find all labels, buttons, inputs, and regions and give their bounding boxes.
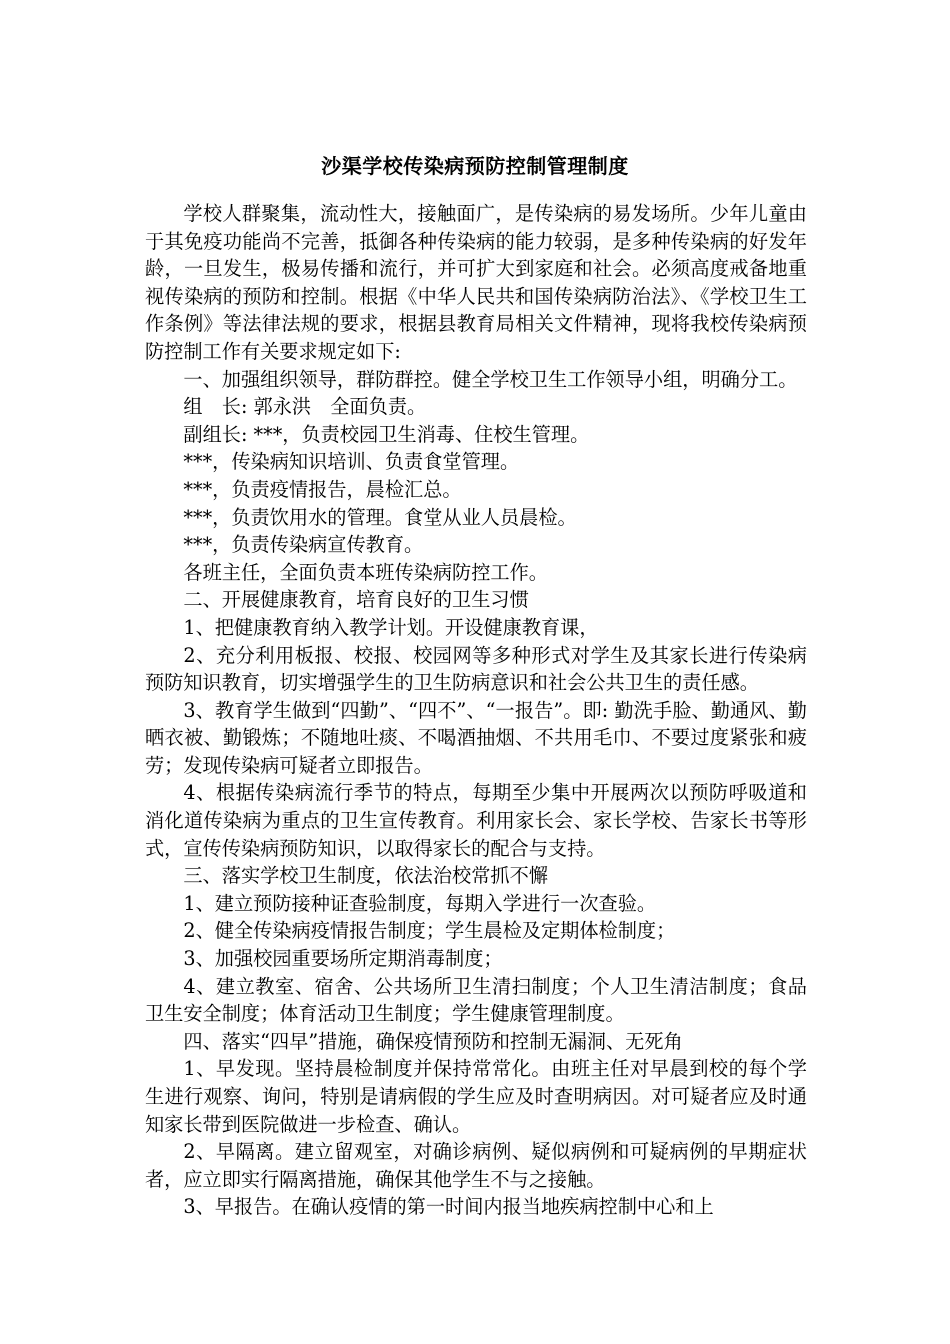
document-title: 沙渠学校传染病预防控制管理制度 (321, 154, 629, 178)
paragraph-member-report: ***，负责疫情报告，晨检汇总。 (183, 477, 462, 501)
paragraph-item-3-4: 4、建立教室、宿舍、公共场所卫生清扫制度；个人卫生清洁制度；食品卫生安全制度；体育活动卫生制度；学生健康管理制度。 (145, 974, 807, 1026)
paragraph-item-4-2: 2、早隔离。建立留观室，对确诊病例、疑似病例和可疑病例的早期症状者，应立即实行隔离措施，确保其他学生不与之接触。 (145, 1140, 807, 1191)
paragraph-item-3-2: 2、健全传染病疫情报告制度；学生晨检及定期体检制度； (183, 919, 676, 943)
paragraph-item-2-1: 1、把健康教育纳入教学计划。开设健康教育课， (183, 615, 599, 639)
paragraph-deputy-leader: 副组长: ***，负责校园卫生消毒、住校生管理。 (183, 422, 590, 446)
paragraph-leader: 组 长: 郭永洪 全面负责。 (183, 395, 427, 419)
paragraph-member-water: ***，负责饮用水的管理。食堂从业人员晨检。 (183, 505, 577, 529)
paragraph-member-publicity: ***，负责传染病宣传教育。 (183, 533, 424, 557)
paragraph-item-3-1: 1、建立预防接种证查验制度，每期入学进行一次查验。 (183, 891, 657, 915)
paragraph-item-2-2: 2、充分利用板报、校报、校园网等多种形式对学生及其家长进行传染病预防知识教育，切实增强学生的卫生防病意识和社会公共卫生的责任感。 (145, 643, 807, 695)
document-body (145, 200, 807, 1221)
paragraph-intro: 学校人群聚集，流动性大，接触面广，是传染病的易发场所。少年儿童由于其免疫功能尚不完善，抵御各种传染病的能力较弱，是多种传染病的好发年龄，一旦发生，极易传播和流行，并可扩大到家庭和社会。必须高度戒备地重视传染病的预防和控制。根据《中华人民共和国传染病防治法》、《学校卫生工作条例》等法律法规的要求，根据县教育局相关文件精神，现将我校传染病预防控制工作有关要求规定如下: (145, 202, 807, 363)
paragraph-section-2: 二、开展健康教育，培育良好的卫生习惯 (183, 588, 529, 612)
paragraph-item-3-3: 3、加强校园重要场所定期消毒制度； (183, 947, 503, 971)
paragraph-member-training: ***，传染病知识培训、负责食堂管理。 (183, 450, 520, 474)
paragraph-section-4: 四、落实“四早”措施，确保疫情预防和控制无漏洞、无死角 (183, 1029, 683, 1053)
paragraph-section-1: 一、加强组织领导，群防群控。健全学校卫生工作领导小组，明确分工。 (183, 367, 798, 391)
paragraph-section-3: 三、落实学校卫生制度，依法治校常抓不懈 (183, 864, 548, 888)
paragraph-item-4-1: 1、早发现。坚持晨检制度并保持常常化。由班主任对早晨到校的每个学生进行观察、询问，特别是请病假的学生应及时查明病因。对可疑者应及时通知家长带到医院做进一步检查、确认。 (145, 1057, 807, 1136)
paragraph-item-4-3: 3、早报告。在确认疫情的第一时间内报当地疾病控制中心和上 (183, 1195, 714, 1219)
paragraph-class-teachers: 各班主任，全面负责本班传染病防控工作。 (183, 560, 548, 584)
paragraph-item-2-3: 3、教育学生做到“四勤”、“四不”、“一报告”。即: 勤洗手脸、勤通风、勤晒衣被、勤锻炼；不随地吐痰、不喝酒抽烟、不共用毛巾、不要过度紧张和疲劳；发现传染病可疑者立即报告。 (145, 698, 807, 777)
paragraph-item-2-4: 4、根据传染病流行季节的特点，每期至少集中开展两次以预防呼吸道和消化道传染病为重点的卫生宣传教育。利用家长会、家长学校、告家长书等形式，宣传传染病预防知识，以取得家长的配合与支持。 (145, 781, 807, 860)
